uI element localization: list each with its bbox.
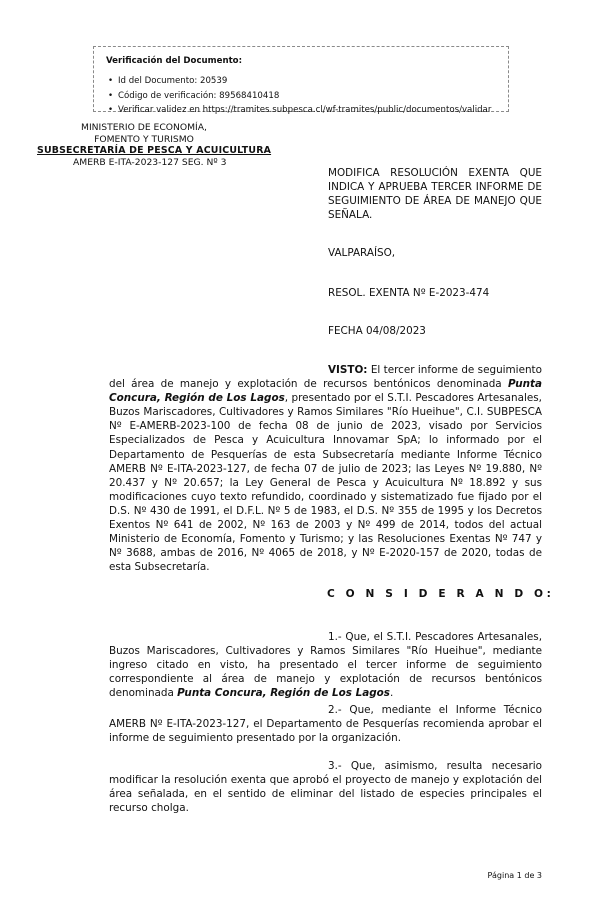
- visto-paragraph: [109, 363, 542, 574]
- considerando-3: [109, 759, 542, 815]
- visto-label: VISTO:: [328, 364, 368, 376]
- visto-area-name: Punta Concura, Región de Los Lagos: [109, 378, 542, 405]
- verification-link[interactable]: • Verificar validez en https://tramites.subpesca.cl/wf-tramites/public/documentos/validar: [118, 103, 500, 117]
- visto-text-b: , presentado por el S.T.I. Pescadores Artesanales, Buzos Mariscadores, Cultivadores y Ramos Similares "Río Hueihue", C.I. SUBPESCA Nº E-AMERB-2023-100 de fecha 08 de junio de 2023, visado por Servicios Especializados de Pesca y Acuicultura Innovamar SpA; lo informado por el Departamento de Pesquerías de esta Subsecretaría mediante Informe Técnico AMERB Nº E-ITA-2023-127, de fecha 07 de julio de 2023; las Leyes Nº 19.880, Nº 20.437 y Nº 20.657; la Ley General de Pesca y Acuicultura Nº 18.892 y sus modificaciones cuyo texto refundido, coordinado y sistematizado fue fijado por el D.S. Nº 430 de 1991, el D.F.L. Nº 5 de 1983, el D.S. Nº 355 de 1995 y los Decretos Exentos Nº 641 de 2002, Nº 163 de 2003 y Nº 499 de 2014, todos del actual Ministerio de Economía, Fomento y Turismo; y las Resoluciones Exentas Nº 747 y Nº 3688, ambas de 2016, Nº 4065 de 2018, y Nº E-2020-157 de 2020, todas de esta Subsecretaría.: [109, 392, 542, 574]
- verification-box: [93, 46, 509, 115]
- resolution-date: FECHA 04/08/2023: [328, 325, 426, 337]
- ministry-name: [58, 122, 230, 145]
- considerando-2-text: 2.- Que, mediante el Informe Técnico AMERB Nº E-ITA-2023-127, el Departamento de Pesquerías recomienda aprobar el informe de seguimiento presentado por la organización.: [109, 704, 542, 745]
- city: VALPARAÍSO,: [328, 247, 396, 259]
- resolution-number: RESOL. EXENTA Nº E-2023-474: [328, 287, 490, 299]
- verification-title: Verificación del Documento:: [106, 56, 243, 66]
- verification-code: • Código de verificación: 89568410418: [118, 89, 500, 103]
- considerando-heading: C O N S I D E R A N D O:: [327, 588, 555, 600]
- considerando-2: [109, 703, 542, 745]
- page-number: Página 1 de 3: [487, 871, 542, 880]
- reference-number: AMERB E-ITA-2023-127 SEG. Nº 3: [73, 157, 227, 168]
- visto-text-a: El tercer informe de seguimiento del área de manejo y explotación de recursos bentónicos denominada: [109, 364, 542, 391]
- ministry-line-2: FOMENTO Y TURISMO: [94, 133, 194, 145]
- verification-list: [106, 74, 500, 117]
- resolution-title: MODIFICA RESOLUCIÓN EXENTA QUE INDICA Y APRUEBA TERCER INFORME DE SEGUIMIENTO DE ÁREA DE MANEJO QUE SEÑALA.: [328, 167, 542, 221]
- considerando-3-text: 3.- Que, asimismo, resulta necesario modificar la resolución exenta que aprobó el proyecto de manejo y explotación del área señalada, en el sentido de eliminar del listado de especies principales el recurso cholga.: [109, 760, 542, 815]
- subsecretaria-name: SUBSECRETARÍA DE PESCA Y ACUICULTURA: [37, 145, 272, 156]
- considerando-1-text-a: 1.- Que, el S.T.I. Pescadores Artesanales, Buzos Mariscadores, Cultivadores y Ramos Similares "Río Hueihue", mediante ingreso citado en visto, ha presentado el tercer informe de seguimiento correspondiente al área de manejo y explotación de recursos bentónicos denominada: [109, 631, 542, 700]
- considerando-1-text-b: .: [389, 687, 394, 700]
- considerando-1: [109, 630, 542, 700]
- considerando-1-area-name: Punta Concura, Región de Los Lagos: [177, 687, 390, 700]
- document-id: • Id del Documento: 20539: [118, 74, 500, 88]
- ministry-line-1: MINISTERIO DE ECONOMÍA,: [81, 122, 207, 133]
